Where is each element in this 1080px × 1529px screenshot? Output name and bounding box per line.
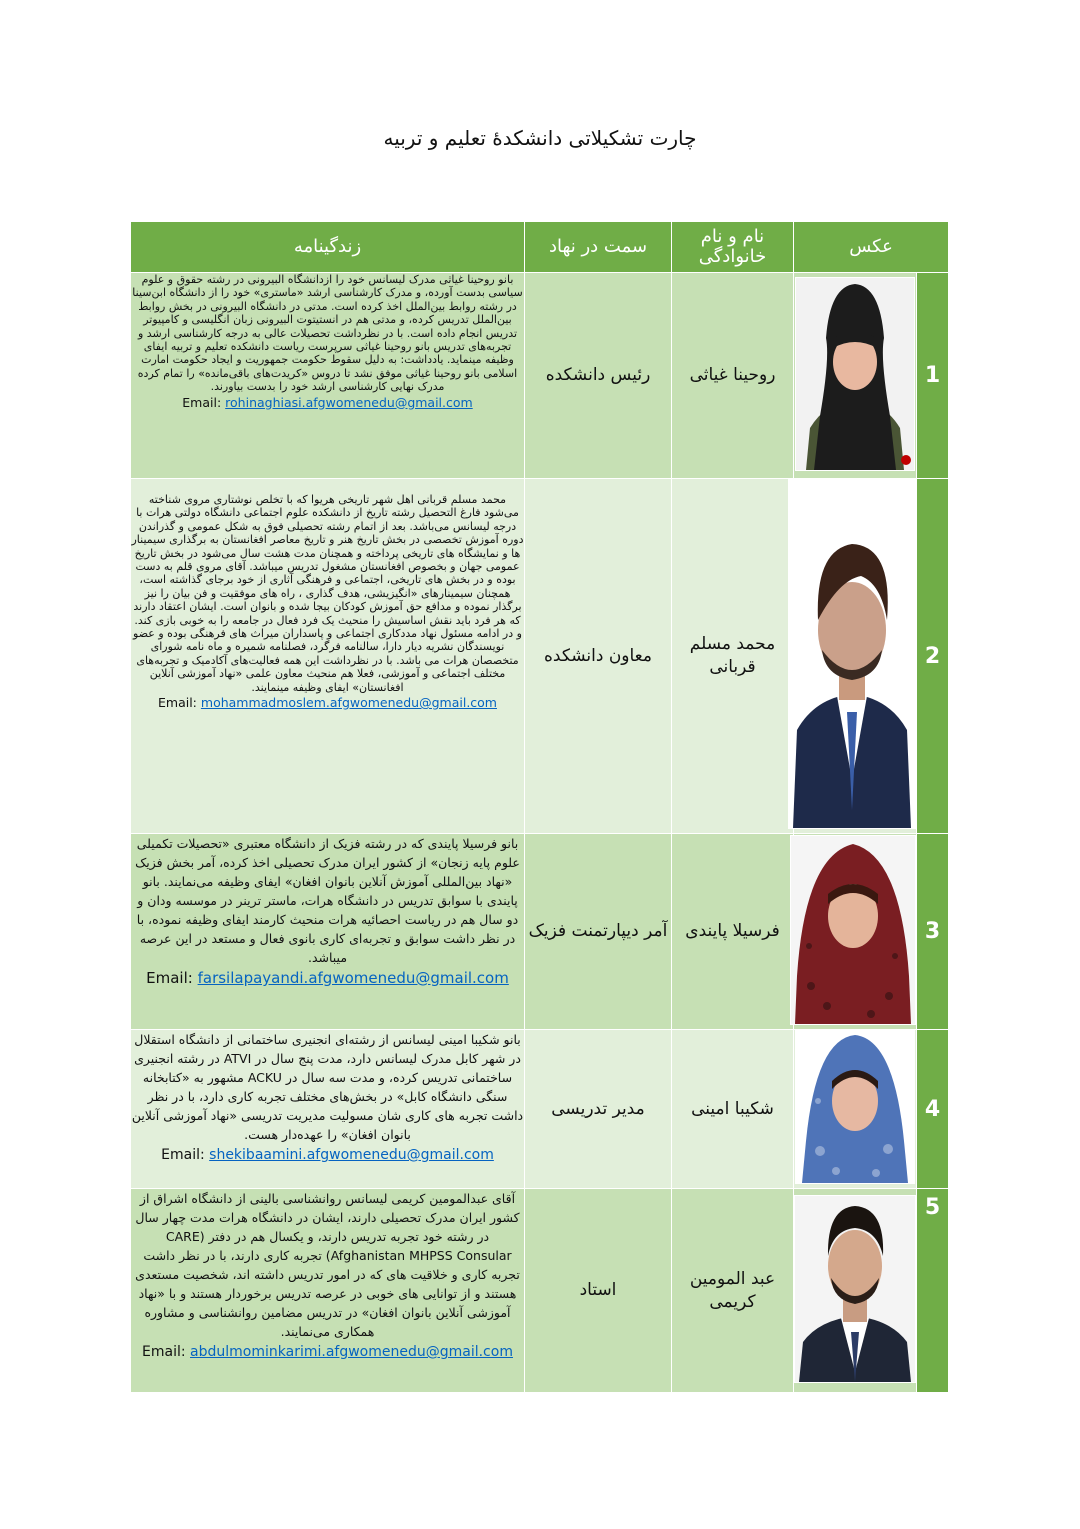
row-number: 3: [917, 834, 949, 1030]
email-link[interactable]: rohinaghiasi.afgwomenedu@gmail.com: [225, 394, 473, 410]
photo-cell: [794, 273, 917, 479]
bio-text: بانو شکیبا امینی لیسانس از رشته‌ای انجنیری ساختمانی از دانشگاه استقلال در شهر کابل مدرک لیسانس دارد، مدت پنج سال در ATVI در رشته انجنیری ساختمانی تدریس کرده، و مدت سه سال در ACKU مشهور به «کتابخانه سنگی دانشگاه کابل» در بخش‌های مختلف تجربه کاری دارد، با در نظر داشت تجربه های کاری شان مسولیت مدیریت تدریسی «نهاد آموزشی آنلاین بانوان افغان» را عهده‌دار هست.: [131, 1032, 524, 1142]
header-name: نام و نام خانوادگی: [672, 222, 794, 273]
email-label: Email:: [146, 969, 193, 987]
header-bio: زندگینامه: [131, 222, 525, 273]
table-row: [131, 273, 949, 479]
row-number: 2: [917, 479, 949, 834]
row-number: 1: [917, 273, 949, 479]
email-line: [131, 396, 524, 409]
email-link[interactable]: farsilapayandi.afgwomenedu@gmail.com: [197, 969, 509, 987]
bio-text: آقای عبدالمومین کریمی لیسانس روانشناسی بالینی از دانشگاه اشراق از کشور ایران مدرک تحصیلی دارند، ایشان در دانشگاه هرات مدت چهار سال در رشته خود تجربه تدریس دارند، و یکسال هم در دفتر (CARE Afghanistan MHPSS Consular) تجربه کاری دارند، با در نظر داشت تجربه کاری و خلاقیت های که در امور تدریس داشته اند، شخصیت مستعدی هستند و از توانایی های خوبی در عرصه تدریس برخوردار هستند و با «نهاد آموزشی آنلاین بانوان افغان» در تدریس مضامین روانشناسی و مشاوره همکاری می‌نمایند.: [135, 1191, 520, 1339]
person-role: استاد: [525, 1189, 672, 1393]
person-role: مدیر تدریسی: [525, 1030, 672, 1189]
email-line: [131, 696, 524, 709]
person-role: رئیس دانشکده: [525, 273, 672, 479]
email-link[interactable]: shekibaamini.afgwomenedu@gmail.com: [209, 1147, 494, 1163]
person-bio: [131, 1189, 525, 1393]
profile-photo: [795, 277, 915, 471]
person-bio: [131, 273, 525, 479]
header-photo: عکس: [794, 222, 949, 273]
table-row: [131, 1030, 949, 1189]
email-label: Email:: [161, 1147, 205, 1163]
person-name: روحینا غیاثی: [672, 273, 794, 479]
photo-cell: [794, 1030, 917, 1189]
email-link[interactable]: abdulmominkarimi.afgwomenedu@gmail.com: [190, 1344, 513, 1360]
person-bio: [131, 834, 525, 1030]
header-role: سمت در نهاد: [525, 222, 672, 273]
email-label: Email:: [158, 695, 197, 711]
person-name: شکیبا امینی: [672, 1030, 794, 1189]
org-chart-table: [130, 221, 949, 1393]
person-name: فرسیلا پایندی: [672, 834, 794, 1030]
profile-photo: [794, 1195, 916, 1383]
table-row: [131, 1189, 949, 1393]
email-label: Email:: [142, 1344, 186, 1360]
bio-text: بانو فرسیلا پایندی که در رشته فزیک از دانشگاه معتبری «تحصیلات تکمیلی علوم پایه زنجان» از کشور ایران مدرک تحصیلی اخذ کرده، آمر بخش فزیک «نهاد بین‌المللی آموزش آنلاین بانوان افغان» ایفای وظیفه می‌نمایند. بانو پایندی با سوابق تدریس در دانشگاه هرات، ماستر ترینر در موسسه ودان و دو سال هم در ریاست احصائیه هرات منحیث کارمند ایفای وظیفه نموده، با در نظر داشت سوابق و تجربه‌ای کاری بانوی فعال و مستعد در این عرصه میباشد.: [135, 836, 520, 965]
photo-cell: [794, 479, 917, 834]
person-role: معاون دانشکده: [525, 479, 672, 834]
row-number: 5: [917, 1189, 949, 1393]
header-row: [131, 222, 949, 273]
profile-photo: [795, 1030, 915, 1184]
photo-cell: [794, 1189, 917, 1393]
table-row: [131, 479, 949, 834]
email-line: [131, 1343, 524, 1362]
person-role: آمر دیپارتمنت فزیک: [525, 834, 672, 1030]
bio-text: محمد مسلم قربانی اهل شهر تاریخی هریوا که با تخلص نوشتاری مروی شناخته می‌شود فارغ التحصیل رشته تاریخ از دانشکده علوم اجتماعی دانشگاه دولتی هرات با درجه لیسانس می‌باشد. بعد از اتمام رشته تحصیلی فوق به شکل عمومی و گذراندن دوره آموزش تخصصی در بخش تاریخ هنر و تاریخ معاصر افغانستان به برگذاری سیمینار ها و نمایشگاه های تاریخی پرداخته و همچنان مدت هشت سال می‌شود در بخش تاریخ عمومی جهان و بخصوص افغانستان مشغول تدریس میباشد. آقای مروی قلم به دست بوده و در بخش های تاریخی، اجتماعی و فرهنگی آثاری از خود برجای گذاشته است، همچنان سیمینارهای «انگیزیشی، هدف گذاری ، راه های موفقیت و فن بیان را نیز برگذار نموده و مدافع حق آموزش کودکان بیجا شده و بانوان است. ایشان اعتقاد دارند که هر فرد باید نقش اساسیش را منحیث یک فرد فعال در جامعه را به خوبی بازی کند. و در ادامه مسئول نهاد مددکاری اجتماعی و پاسداران میراث های فرهنگی بوده و عضو نویسندگان نشریه دیار دارا، سالنامه فرگرد، فصلنامه شمیره و ماه نامه شورای متخصصان هرات می باشد. با در نظرداشت این همه فعالیت‌های آکادمیک و تجربه‌های مختلف اجتماعی و آموزشی، فعلا هم منحیث معاون علمی «نهاد آموزشی آنلاین افغانستان» ایفای وظیفه مینمایند.: [131, 493, 524, 694]
photo-cell: [794, 834, 917, 1030]
profile-photo: [790, 835, 916, 1025]
bio-text: بانو روحینا غیاثی مدرک لیسانس خود را ازدانشگاه البیرونی در رشته حقوق و علوم سیاسی بدست آورده، و مدرک کارشناسی ارشد «ماستری» خود را از دانشگاه ابن‌سینا در رشته روابط بین‌الملل اخذ کرده است. مدتی در دانشگاه البیرونی در بخش روابط بین‌الملل تدریس کرده، و مدتی هم در انستیتوت البیرونی زبان انگلیسی و کامپیوتر تدریس انجام داده است. با در نظرداشت تحصیلات عالی به درجه کارشناسی ارشد و تجربه‌های تدریس بانو روحینا غیاثی سرپرست ریاست دانشکده تعلیم و تربیه ایفای وظیفه مینماید. یادداشت: به دلیل سقوط حکومت جمهوریت و ایجاد حکومت امارت اسلامی بانو روحینا غیاثی موفق نشد تا دروس «کریدت‌های باقی‌مانده» را تمام کرده مدرک نهایی کارشناسی ارشد خود را بدست بیاورند.: [132, 273, 523, 394]
email-link[interactable]: mohammadmoslem.afgwomenedu@gmail.com: [200, 695, 497, 711]
person-name: محمد مسلم قربانی: [672, 479, 794, 834]
email-label: Email:: [182, 394, 222, 410]
row-number: 4: [917, 1030, 949, 1189]
person-bio: [131, 1030, 525, 1189]
person-bio: [131, 479, 525, 834]
table-row: [131, 834, 949, 1030]
email-line: [131, 969, 524, 988]
profile-photo: [788, 479, 916, 829]
page-title: چارت تشکیلاتی دانشکدهٔ تعلیم و تربیه: [383, 126, 697, 150]
email-line: [131, 1146, 524, 1165]
person-name: عبد المومین کریمی: [672, 1189, 794, 1393]
